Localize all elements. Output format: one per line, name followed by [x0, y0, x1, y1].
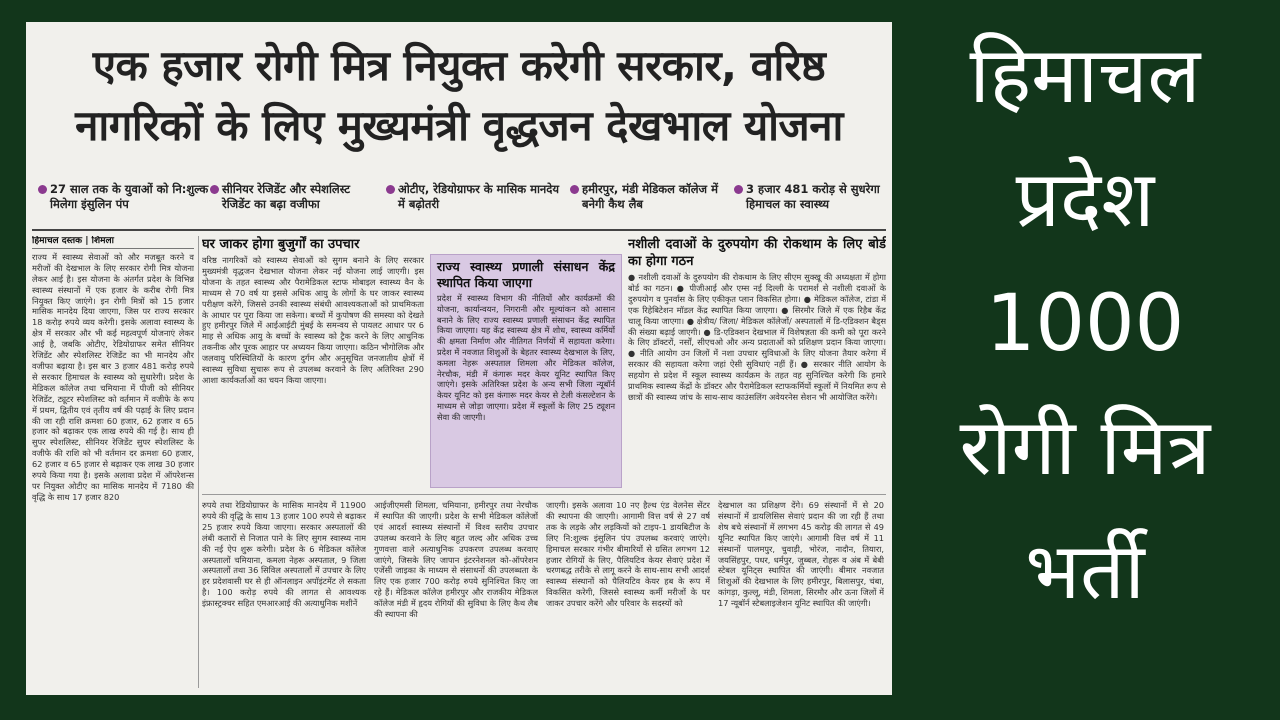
side-title-line-5: भर्ती — [1025, 527, 1145, 617]
side-title — [900, 14, 1270, 634]
divider — [32, 229, 886, 231]
byline: हिमाचल दस्तक | शिमला — [32, 236, 194, 249]
row-separator — [202, 494, 886, 495]
side-title-line-1: हिमाचल — [969, 31, 1201, 121]
side-title-line-3: 1000 — [985, 279, 1185, 369]
headline-line-1: एक हजार रोगी मित्र नियुक्त करेगी सरकार, वरिष्ठ — [92, 41, 826, 90]
column-2 — [202, 236, 424, 488]
lower-column-1: रुपये तथा रेडियोग्राफर के मासिक मानदेय में 11900 रुपये की वृद्धि के साथ 13 हजार 100 रुपये से बढ़ाकर 25 हजार रुपये किया जाएगा। सरकार अस्पतालों की लंबी कतारों से निजात पाने के लिए सुगम स्वास्थ्य नाम की नई ऐप शुरू करेगी। प्रदेश के 6 मेडिकल कॉलेज अस्पतालों चमियाना, कमला नेहरू अस्पताल, 9 जिला अस्पतालों तथा 36 सिविल अस्पतालों में उपचार के लिए हर प्रदेशवासी घर से ही ऑनलाइन अपॉइंटमेंट ले सकता है। 100 करोड़ रुपये की लागत से आवश्यक इंफ्रास्ट्रक्चर सहित एमआरआई की अत्याधुनिक मशीनें — [202, 500, 366, 609]
section-2-text: वरिष्ठ नागरिकों को स्वास्थ्य सेवाओं को सुगम बनाने के लिए सरकार मुख्यमंत्री वृद्धजन देखभाल योजना लेकर नई योजना लाई जाएगी। इस योजना के तहत स्वास्थ्य और पैरामेडिकल स्टाफ मोबाइल स्वास्थ्य वैन के माध्यम से 70 वर्ष या इससे अधिक आयु के लोगों के घर जाकर स्वास्थ्य परीक्षण करेंगे, जिससे उनकी स्वास्थ्य संबंधी आवश्यकताओं को प्राथमिकता के आधार पर पूरा किया जा सकेगा। बच्चों में कुपोषण की समस्या को देखते हुए हमीरपुर जिले में आईआईटी मुंबई के समन्वय से पायलट आधार पर 6 माह से अधिक आयु के बच्चों के स्वास्थ्य को ट्रैक करने के लिए आधुनिक तकनीक और पूरक आहार पर अध्ययन किया जाएगा। कठिन भौगोलिक और जलवायु परिस्थितियों के कारण दुर्गम और अनुसूचित जनजातीय क्षेत्रों में स्वास्थ्य सुविधा सुचारू रूप से उपलब्ध करवाने के लिए अतिरिक्त 290 आशा कार्यकर्ताओं का चयन किया जाएगा। — [202, 255, 424, 385]
box-heading: राज्य स्वास्थ्य प्रणाली संसाधन केंद्र स्थापित किया जाएगा — [437, 259, 615, 290]
side-title-line-2: प्रदेश — [1015, 155, 1155, 245]
box-text: प्रदेश में स्वास्थ्य विभाग की नीतियों और कार्यक्रमों की योजना, कार्यान्वयन, निगरानी और मूल्यांकन को आसान बनाने के लिए राज्य स्वास्थ्य प्रणाली संसाधन केंद्र स्थापित किया जाएगा। यह केंद्र स्वास्थ्य क्षेत्र में शोध, स्वास्थ्य कर्मियों की क्षमता निर्माण और नीतिगत निर्णयों में सहायता करेगा। प्रदेश में नवजात शिशुओं के बेहतर स्वास्थ्य देखभाल के लिए, कमला नेहरू अस्पताल शिमला और मेडिकल कॉलेज, नेरचौक, मंडी में कंगारू मदर केयर यूनिट स्थापित किए जाएंगे। इसके अतिरिक्त प्रदेश के अन्य सभी जिला न्यूबॉर्न केयर यूनिट को इस कंगारू मदर केयर से टेली कंसल्टेशन के माध्यम से जोड़ा जाएगा। प्रदेश में स्कूलों के लिए 25 ट्यूशन सेवा की जाएगी। — [437, 293, 615, 422]
column-4 — [628, 236, 886, 488]
side-title-line-4: रोगी मित्र — [959, 403, 1211, 493]
highlight-box — [430, 254, 622, 488]
lower-column-2: आईजीएमसी शिमला, चमियाना, हमीरपुर तथा नेरचौक में स्थापित की जाएगी। प्रदेश के सभी मेडिकल कॉलेजों एवं आदर्श स्वास्थ्य संस्थानों में विश्व स्तरीय उपचार उपलब्ध करवाने के लिए बहुत जल्द और अधिक उच्च गुणवत्ता वाले अत्याधुनिक उपकरण उपलब्ध करवाए जाएंगे, जिसके लिए जापान इंटरनेशनल को-ऑपरेशन एजेंसी जाइका के माध्यम से संसाधनों की उपलब्धता के लिए एक हजार 700 करोड़ रुपये सुनिश्चित किए जा रहे हैं। मेडिकल कॉलेज हमीरपुर और राजकीय मेडिकल कॉलेज मंडी में हृदय रोगियों की सुविधा के लिए कैथ लैब की स्थापना की — [374, 500, 538, 620]
section-4-heading: नशीली दवाओं के दुरुपयोग की रोकथाम के लिए बोर्ड का होगा गठन — [628, 237, 886, 269]
section-4-text: ● नशीली दवाओं के दुरुपयोग की रोकथाम के लिए सीएम सुक्खू की अध्यक्षता में होगा बोर्ड का गठन। ● पीजीआई और एम्स नई दिल्ली के परामर्श से नशीली दवाओं के दुरुपयोग व पुनर्वास के लिए एकीकृत प्लान विकसित होगा। ● मेडिकल कॉलेज, टांडा में एक रिहेबिटेशन मॉडल केंद्र स्थापित किया जाएगा। ● सिरमौर जिले में एक रिहैब केंद्र चालू किया जाएगा। ● क्षेत्रीय/ जिला/ मेडिकल कॉलेजों/ अस्पतालों में डि-एडिक्शन बैड्स की संख्या बढ़ाई जाएगी। ● डि-एडिक्शन देखभाल में विशेषज्ञता की कमी को पूरा करने के लिए डॉक्टरों, नर्सों, सीएचओ और अन्य प्रदाताओं को प्रशिक्षण प्रदान किया जाएगा। ● नीति आयोग उन जिलों में नशा उपचार सुविधाओं के लिए योजना तैयार करेगा में सरकार की सहायता करेगा जहां ऐसी सुविधाएं नहीं हैं। ● सरकार नीति आयोग के सहयोग से प्रदेश में स्कूल स्वास्थ्य कार्यक्रम के तहत वह सुनिश्चित करेगी कि हमारे प्राथमिक स्वास्थ्य केंद्रों के डॉक्टर और पैरामेडिकल स्टाफकर्मियों स्कूलों में नियमित रूप से छात्रों की स्वास्थ्य जांच के साथ-साथ काउंसलिंग अवेयरनेस सेशन भी आयोजित करेंगे। — [628, 272, 886, 402]
lower-column-3: जाएगी। इसके अलावा 10 नए हैल्थ एंड वेलनेस सेंटर की स्थापना की जाएगी। आगामी वित्त वर्ष से 27 वर्ष तक के लड़के और लड़कियों को टाइप-1 डायबिटीज के लिए नि:शुल्क इंसुलिन पंप उपलब्ध करवाएं जाएंगे। हिमाचल सरकार गंभीर बीमारियों से ग्रसित लगभग 12 हजार रोगियों के लिए, पैलियटिव केयर सेवाएं प्रदेश में चरणबद्ध तरीके से लागू करने के साथ-साथ सभी आदर्श स्वास्थ्य संस्थानों को पैलियटिव केयर हब के रूप में विकसित करेगी, जिससे स्वास्थ्य कर्मी मरीजों के घर जाकर उपचार करेंगे और परिवार के सदस्यों को — [546, 500, 710, 609]
section-2-heading: घर जाकर होगा बुजुर्गों का उपचार — [202, 237, 360, 252]
column-1-text: राज्य में स्वास्थ्य सेवाओं को और मजबूत करने व मरीजों की देखभाल के लिए सरकार रोगी मित्र योजना लेकर आई है। इस योजना के अंतर्गत प्रदेश के विभिन्न स्वास्थ्य संस्थानों में एक हजार के करीब रोगी मित्र नियुक्त किए जाएंगे। इन रोगी मित्रों को 15 हजार मासिक मानदेय दिया जाएगा, जिस पर राज्य सरकार 18 करोड़ रुपये व्यय करेगी। इसके अलावा स्वास्थ्य के क्षेत्र में सरकार और भी कई महत्वपूर्ण योजनाएं लेकर आई है, जबकि ओटीए, रेडियोग्राफर समेत सीनियर रेजिडेंट और स्पेशलिस्ट रेजिडेंट का भी मानदेय और वजीफा बढ़ाया है। इस बार 3 हजार 481 करोड़ रुपये से सरकार हिमाचल के स्वास्थ्य को सुधारेगी। प्रदेश के मेडिकल कॉलेज तथा चमियाना में पीजी को सीनियर रेजिडेंट, ट्यूटर स्पेशलिस्ट को वर्तमान में वजीफे के रूप में प्रथम, द्वितीय एवं तृतीय वर्ष की पढ़ाई के लिए प्रदान की जा रही राशि क्रमशः 60 हजार, 62 हजार व 65 हजार को बढ़ाकर एक लाख रुपये की गई है। साथ ही सुपर स्पेशलिस्ट, सीनियर रेजिडेंट सुपर स्पेशलिस्ट के वजीफे की राशि को भी वर्तमान दर क्रमशः 60 हजार, 62 हजार व 65 हजार से बढ़ाकर एक लाख 30 हजार रुपये किया गया है। इसके अलावा प्रदेश में ऑपरेशन्स पर नियुक्त ओटीए का मासिक मानदेय में 7180 की वृद्धि के साथ 17 हजार 820 — [32, 251, 194, 502]
bullet-2: सीनियर रेजिडेंट और स्पेशलिस्ट रेजिडेंट का बढ़ा वजीफा — [208, 182, 382, 212]
column-1 — [32, 236, 194, 688]
bullet-5: 3 हजार 481 करोड़ से सुधरेगा हिमाचल का स्वास्थ्य — [732, 182, 892, 212]
headline-line-2: नागरिकों के लिए मुख्यमंत्री वृद्धजन देखभाल योजना — [75, 101, 843, 150]
highlight-bullets — [32, 182, 888, 226]
newspaper-clipping — [26, 22, 892, 695]
bullet-4: हमीरपुर, मंडी मेडिकल कॉलेज में बनेगी कैथ लैब — [568, 182, 732, 212]
headline — [36, 36, 882, 156]
column-separator — [198, 236, 199, 688]
bullet-3: ओटीए, रेडियोग्राफर के मासिक मानदेय में बढ़ोतरी — [384, 182, 568, 212]
lower-column-4: देखभाल का प्रशिक्षण देंगे। 69 संस्थानों में से 20 संस्थानों में डायलिसिस सेवाएं प्रदान की जा रही हैं तथा शेष बचे संस्थानों में लगभग 45 करोड़ की लागत से 49 यूनिट स्थापित किए जाएंगे। आगामी वित्त वर्ष में 11 संस्थानों पालमपुर, चुवाड़ी, भोरंज, नादौन, तियारा, जयसिंहपुर, पधर, धर्मपुर, जुब्बल, रोहरू व अंब में बेबी स्टेबल यूनिट्स स्थापित की जाएंगी। बीमार नवजात शिशुओं की देखभाल के लिए हमीरपुर, बिलासपुर, चंबा, कांगड़ा, कुल्लू, मंडी, शिमला, सिरमौर और ऊना जिलों में 17 न्यूबॉर्न स्टेबलाइजेशन यूनिट स्थापित की जाएंगी। — [718, 500, 884, 609]
bullet-1: 27 साल तक के युवाओं को नि:शुल्क मिलेगा इंसुलिन पंप — [36, 182, 210, 212]
